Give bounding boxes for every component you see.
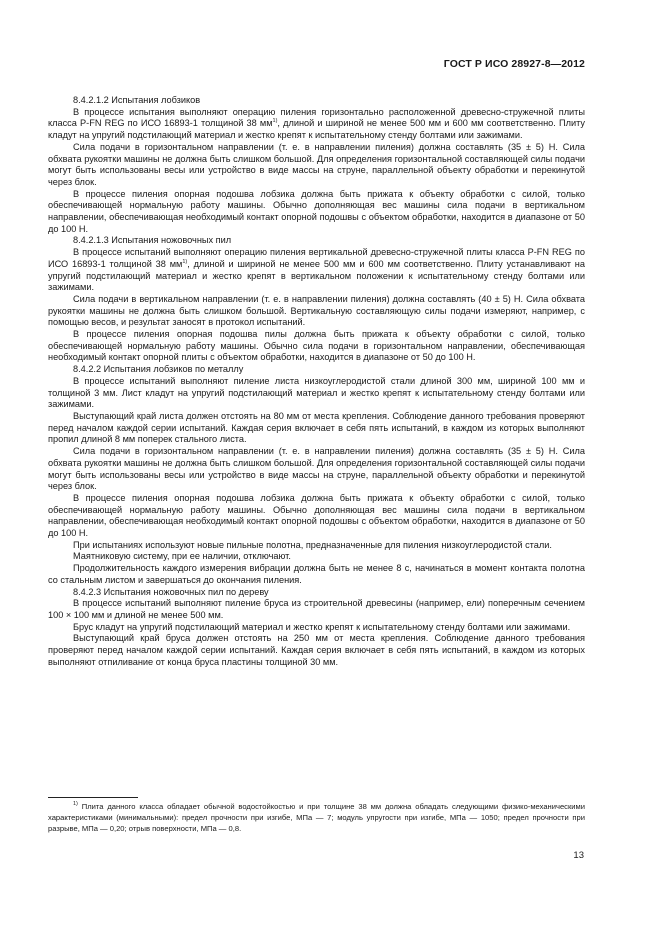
page-number: 13 — [573, 850, 584, 861]
body-paragraph: В процессе испытаний выполняют пиление бруса из строительной древесины (например, ели) поперечным сечением 100 × 100 мм и длиной не менее 500 мм. — [48, 598, 585, 620]
body-paragraph: Сила подачи в горизонтальном направлении (т. е. в направлении пиления) должна составлять (35 ± 5) Н. Сила обхвата рукоятки машины не должна быть слишком большой. Для определения горизонтальной составляющей силы подачи могут быть использованы весы или устройство в виде массы на струне, параллельной объекту обработки и перекинутой через блок. — [48, 141, 585, 187]
footnote-divider — [48, 797, 138, 798]
footnote-text: Плита данного класса обладает обычной водостойкостью и при толщине 38 мм должна обладать следующими физико-механическими характеристиками (минимальными): предел прочности при изгибе, МПа — 7; модуль упругости при изгибе, МПа — 1050; предел прочности при разрыве, МПа — 0,20; отрыв поверхности, МПа — 0,8. — [48, 802, 585, 833]
body-paragraph: Выступающий край бруса должен отстоять на 250 мм от места крепления. Соблюдение данного требования проверяют перед началом каждой серии испытаний. Каждая серия включает в себя пять испытаний, в каждом из которых выполняют отпиливание от конца бруса пластины толщиной 30 мм. — [48, 633, 585, 667]
body-paragraph: В процессе пиления опорная подошва лобзика должна быть прижата к объекту обработки с силой, только обеспечивающей нормальную работу машины. Обычно дополняющая вес машины сила подачи в вертикальном направлении, обеспечивающая необходимый контакт опорной подошвы с объектом обработки, находится в диапазоне от 50 до 100 Н. — [48, 492, 585, 539]
section-heading: 8.4.2.1.2 Испытания лобзиков — [73, 95, 201, 105]
section-heading: 8.4.2.3 Испытания ножовочных пил по дереву — [73, 586, 269, 597]
footnote-ref: 1) — [182, 258, 188, 265]
document-header: ГОСТ Р ИСО 28927-8—2012 — [443, 58, 585, 70]
body-paragraph: В процессе испытаний выполняют операцию пиления вертикальной древесно-стружечной плиты класса P-FN REG по ИСО 16893-1 толщиной 38 $мм^{1)}$, длиной и шириной не менее 500 мм и 600 мм соответственно. Плиту устанавливают на упругий подстилающий материал и жестко крепят в вертикальном положении к испытательному стенду болтами или зажимами. — [48, 247, 585, 293]
body-paragraph: В процессе испытаний выполняют пиление листа низкоуглеродистой стали длиной 300 мм, шириной 100 мм и толщиной 3 мм. Лист кладут на упругий подстилающий материал и жестко крепят к испытательному стенду болтами или зажимами. — [48, 375, 585, 410]
section-heading: 8.4.2.1.3 Испытания ножовочных пил — [73, 235, 232, 246]
body-paragraph: Сила подачи в горизонтальном направлении (т. е. в направлении пиления) должна составлять (35 ± 5) Н. Сила обхвата рукоятки машины не должна быть слишком большой. Для определения горизонтальной составляющей силы подачи могут быть использованы весы или устройство в виде массы на струне, параллельной объекту обработки и перекинутой через блок. — [48, 446, 585, 492]
section-heading: 8.4.2.2 Испытания лобзиков по металлу — [73, 364, 244, 375]
body-paragraph: В процессе пиления опорная подошва лобзика должна быть прижата к объекту обработки с силой, только обеспечивающей нормальную работу машины. Обычно дополняющая вес машины сила подачи в вертикальном направлении, обеспечивающая необходимый контакт опорной подошвы с объектом обработки, находится в диапазоне от 50 до 100 Н. — [48, 188, 585, 234]
body-paragraph: Сила подачи в вертикальном направлении (т. е. в направлении пиления) должна составлять (40 ± 5) Н. Сила обхвата рукоятки машины не должна быть слишком большой. Вертикальную составляющую силы подачи измеряют, например, с помощью весов, и результат заносят в протокол испытаний. — [48, 293, 585, 328]
document-body — [48, 95, 585, 668]
body-paragraph: Выступающий край листа должен отстоять на 80 мм от места крепления. Соблюдение данного требования проверяют перед началом каждой серии испытаний. Каждая серия включает в себя пять испытаний, в каждом из которых выполняют пропил длиной 8 мм поперек стального листа. — [48, 410, 585, 445]
body-paragraph: Продолжительность каждого измерения вибрации должна быть не менее 8 с, начинаться в момент контакта полотна со стальным листом и завершаться до окончания пиления. — [48, 563, 585, 585]
footnote — [48, 801, 585, 834]
body-paragraph: Маятниковую систему, при ее наличии, отключают. — [73, 551, 291, 562]
body-paragraph: При испытаниях используют новые пильные полотна, предназначенные для пиления низкоуглеродистой стали. — [73, 539, 552, 550]
body-paragraph: В процессе испытания выполняют операцию пиления горизонтально расположенной древесно-стружечной плиты класса P-FN REG по ИСО 16893-1 толщиной 38 $мм^{1)}$, длиной и шириной не менее 500 мм и 600 мм соответственно. Плиту кладут на упругий подстилающий материал и жестко крепят к испытательному стенду болтами или зажимами. — [48, 106, 585, 141]
footnote-ref: 1) — [272, 118, 278, 125]
body-paragraph: Брус кладут на упругий подстилающий материал и жестко крепят к испытательному стенду болтами или зажимами. — [73, 621, 571, 632]
footnote-marker: 1) — [73, 801, 78, 807]
body-paragraph: В процессе пиления опорная подошва пилы должна быть прижата к объекту обработки с силой, только обеспечивающей нормальную работу машины. Обычно сила подачи в горизонтальном направлении, обеспечивающая необходимый контакт опорной плиты с объектом обработки, находится в диапазоне от 50 до 100 Н. — [48, 329, 585, 363]
